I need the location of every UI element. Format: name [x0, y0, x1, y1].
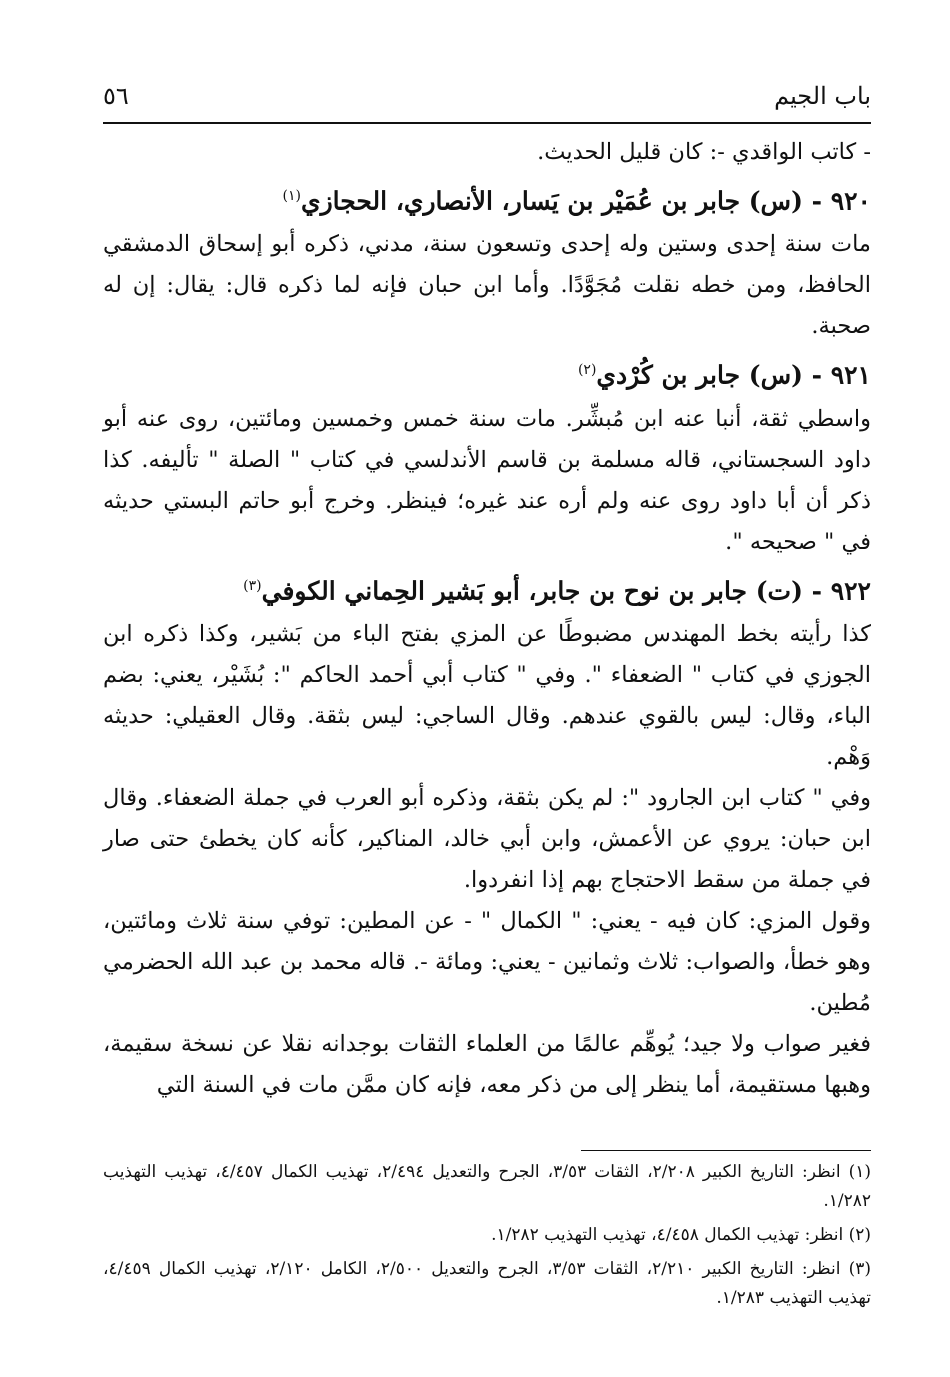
footnote-ref-3: (٣)	[243, 577, 262, 594]
footnote-2: (٢) انظر: تهذيب الكمال ٤/٤٥٨، تهذيب التهذيب ١/٢٨٢.	[491, 1225, 871, 1245]
main-text	[103, 132, 871, 1106]
chapter-title: باب الجيم	[774, 82, 871, 110]
entry-text-922-b: وفي " كتاب ابن الجارود ": لم يكن بثقة، وذكره أبو العرب في جملة الضعفاء. وقال ابن حبان: يروي عن الأعمش، وابن أبي خالد، المناكير، كأنه كان يخطئ حتى صار في جملة من سقط الاحتجاج بهم إذا انفردوا.	[103, 784, 871, 893]
entry-heading-922	[103, 563, 871, 614]
running-header	[103, 78, 871, 124]
entry-heading-920	[103, 173, 871, 224]
entry-text-920: مات سنة إحدى وستين وله إحدى وتسعون سنة، مدني، ذكره أبو إسحاق الدمشقي الحافظ، ومن خطه نقلت مُجَوَّدًا. وأما ابن حبان فإنه لما ذكره قال: يقال: إن له صحبة.	[103, 231, 871, 340]
footnote-1: (١) انظر: التاريخ الكبير ٢/٢٠٨، الثقات ٣/٥٣، الجرح والتعديل ٢/٤٩٤، تهذيب الكمال ٤/٤٥٧، تهذيب التهذيب ١/٢٨٢.	[103, 1162, 871, 1211]
entry-text-922-d: فغير صواب ولا جيد؛ يُوهِّم عالمًا من العلماء الثقات بوجدانه نقلا عن نسخة سقيمة، وهبها مستقيمة، أما ينظر إلى من ذكر معه، فإنه كان ممَّن مات في السنة التي	[103, 1030, 871, 1098]
entry-title-921: ٩٢١ - (س) جابر بن كُرْدي	[596, 360, 871, 390]
footnotes	[103, 1158, 871, 1318]
entry-text-922-a: كذا رأيته بخط المهندس مضبوطًا عن المزي بفتح الباء من بَشير، وكذا ذكره ابن الجوزي في كتاب " الضعفاء ". وفي " كتاب أبي أحمد الحاكم ": بُشَيْر، يعني: بضم الباء، وقال: ليس بالقوي عندهم. وقال الساجي: ليس بثقة. وقال العقيلي: حديثه وَهْم.	[103, 620, 871, 770]
entry-heading-921	[103, 347, 871, 398]
page-number: ٥٦	[103, 82, 129, 110]
entry-title-920: ٩٢٠ - (س) جابر بن عُمَيْر بن يَسار، الأنصاري، الحجازي	[301, 186, 871, 216]
intro-line: - كاتب الواقدي -: كان قليل الحديث.	[537, 139, 871, 165]
entry-text-921: واسطي ثقة، أنبا عنه ابن مُبشِّر. مات سنة خمس وخمسين ومائتين، روى عنه أبو داود السجستاني، قاله مسلمة بن قاسم الأندلسي في كتاب " الصلة " تأليفه. كذا ذكر أن أبا داود روى عنه ولم أره عند غيره؛ فينظر. وخرج أبو حاتم البستي حديثه في " صحيحه ".	[103, 405, 871, 555]
footnote-ref-1: (١)	[282, 188, 302, 204]
entry-title-922: ٩٢٢ - (ت) جابر بن نوح بن جابر، أبو بَشير الحِماني الكوفي	[261, 575, 871, 605]
footnote-3: (٣) انظر: التاريخ الكبير ٢/٢١٠، الثقات ٣/٥٣، الجرح والتعديل ٢/٥٠٠، الكامل ٢/١٢٠، تهذيب الكمال ٤/٤٥٩، تهذيب التهذيب ١/٢٨٣.	[103, 1259, 872, 1308]
footnote-divider	[581, 1150, 871, 1151]
footnote-ref-2: (٢)	[577, 362, 597, 379]
entry-text-922-c: وقول المزي: كان فيه - يعني: " الكمال " - عن المطين: توفي سنة ثلاث ومائتين، وهو خطأ، والصواب: ثلاث وثمانين - يعني: ومائة -. قاله محمد بن عبد الله الحضرمي مُطين.	[103, 907, 871, 1016]
